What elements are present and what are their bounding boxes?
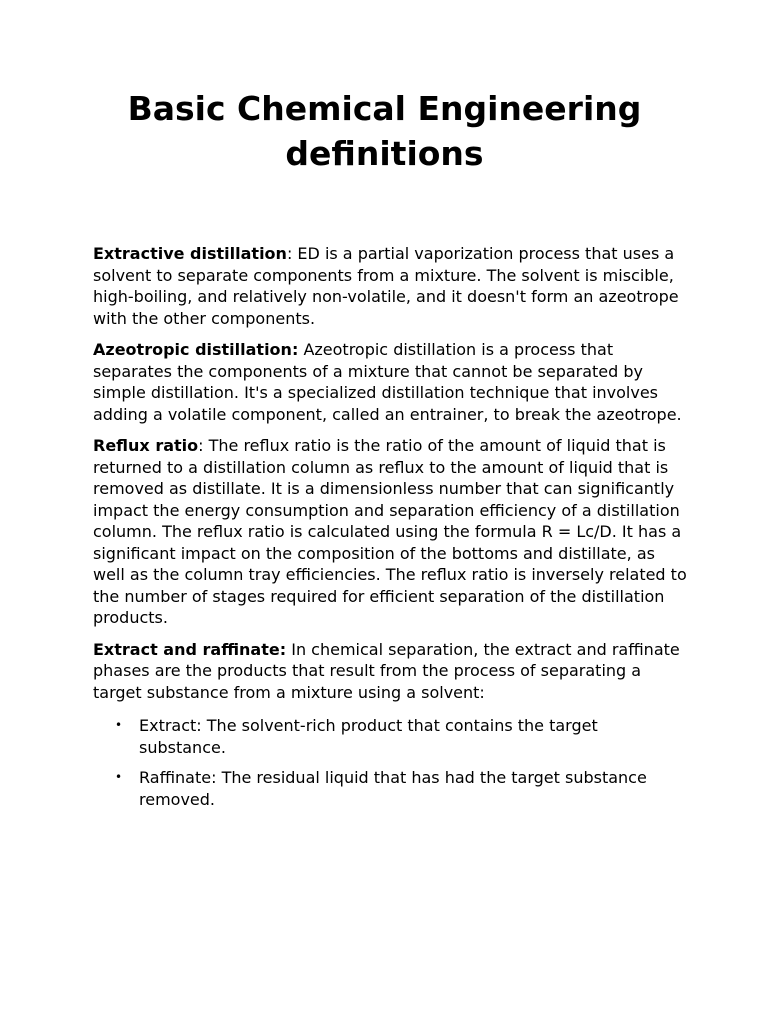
definition-text: The reflux ratio is the ratio of the amount of liquid that is returned to a distillation column as reflux to the amount of liquid that is removed as distillate. It is a dimensionless number that can significantly impact the energy consumption and separation efficiency of a distillation column. The reflux ratio is calculated using the formula R = Lc/D. It has a significant impact on the composition of the bottoms and distillate, as well as the column tray efficiencies. The reflux ratio is inversely related to the number of stages required for efficient separation of the distillation products. [93, 436, 687, 627]
document-body [93, 243, 688, 810]
definition-paragraph-azeotropic-distillation [93, 339, 688, 425]
list-item-text: Raffinate: The residual liquid that has had the target substance removed. [139, 768, 647, 809]
definition-paragraph-reflux-ratio [93, 435, 688, 629]
list-item-extract [115, 715, 688, 758]
term-separator: : [286, 244, 298, 263]
definition-term: Azeotropic distillation: [93, 340, 299, 359]
definition-text: Azeotropic distillation is a process that separates the components of a mixture that cannot be separated by simple distillation. It's a specialized distillation technique that involves adding a volatile component, called an entrainer, to break the azeotrope. [93, 340, 682, 424]
list-item-raffinate [115, 767, 688, 810]
bullet-icon: • [115, 718, 123, 732]
term-separator: : [198, 436, 209, 455]
definition-paragraph-extract-and-raffinate [93, 639, 688, 704]
page-title: Basic Chemical Engineering definitions [127, 89, 642, 173]
definition-term: Reflux ratio [93, 436, 199, 455]
definition-text: ED is a partial vaporization process that uses a solvent to separate components from a mixture. The solvent is miscible, high-boiling, and relatively non-volatile, and it doesn't form an azeotrope with the other components. [93, 244, 679, 328]
definition-term: Extract and raffinate: [93, 639, 287, 659]
definition-paragraph-extractive-distillation [93, 243, 688, 329]
definition-text: In chemical separation, the extract and raffinate phases are the products that result from the process of separating a target substance from a mixture using a solvent: [93, 639, 680, 702]
bullet-list [93, 715, 688, 810]
list-item-text: Extract: The solvent-rich product that contains the target substance. [139, 716, 598, 757]
bullet-icon: • [115, 770, 123, 784]
definition-term: Extractive distillation [93, 244, 287, 263]
